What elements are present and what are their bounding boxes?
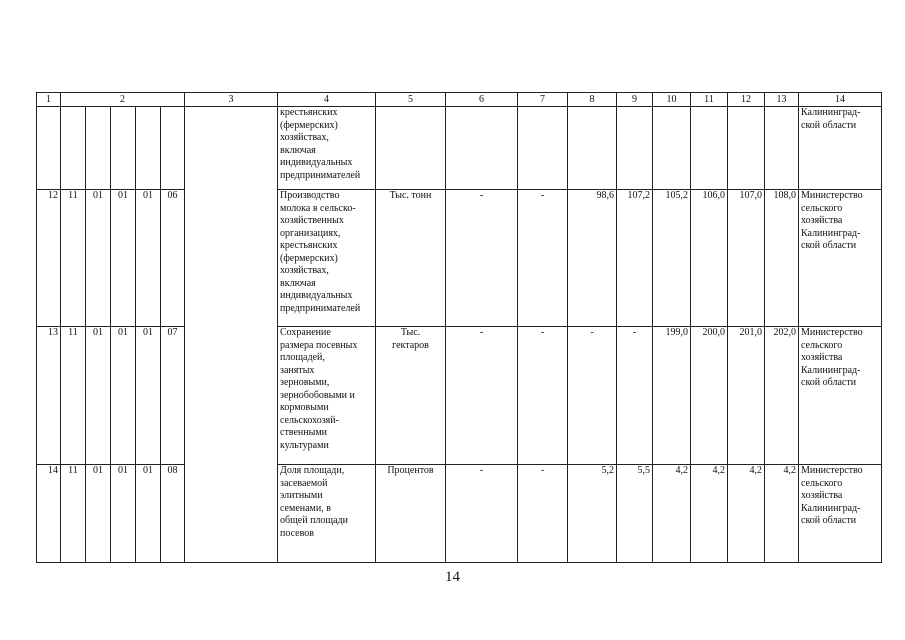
header-cell: 2 xyxy=(61,93,185,107)
value-cell-col8: - xyxy=(568,327,617,465)
header-cell: 10 xyxy=(653,93,691,107)
indicator-name-cell xyxy=(278,327,376,465)
table-row-14 xyxy=(37,465,882,563)
value-cell-col11: 200,0 xyxy=(691,327,728,465)
indicator-name-line: кормовыми xyxy=(280,402,329,413)
value-cell xyxy=(765,107,799,190)
header-row xyxy=(37,93,882,107)
value-cell-col9: - xyxy=(617,327,653,465)
value-cell xyxy=(446,107,518,190)
code-cell: 01 xyxy=(136,327,161,465)
value-cell xyxy=(653,107,691,190)
code-cell: 06 xyxy=(161,190,185,327)
unit-line: Тыс. xyxy=(400,327,421,338)
table-row-13 xyxy=(37,327,882,465)
responsible-line: ской области xyxy=(801,515,857,526)
indicator-name-line: (фермерских) xyxy=(280,252,338,264)
code-cell xyxy=(161,107,185,190)
responsible-line: хозяйства xyxy=(801,352,843,363)
responsible-line: ской области xyxy=(801,240,857,251)
value-cell-col7: - xyxy=(518,190,568,327)
indicator-name-line: занятых xyxy=(280,364,315,376)
code-cell xyxy=(86,107,111,190)
value-cell-col10: 199,0 xyxy=(653,327,691,465)
indicator-name-line: (фермерских) xyxy=(280,119,338,131)
row-number-cell: 13 xyxy=(37,327,61,465)
value-cell-col6: - xyxy=(446,327,518,465)
unit-cell xyxy=(376,465,446,563)
indicator-name-line: предпринимателей xyxy=(280,302,361,314)
value-cell-col13: 4,2 xyxy=(765,465,799,563)
responsible-line: сельского xyxy=(801,202,843,214)
code-cell: 01 xyxy=(86,465,111,563)
responsible-line: Калининград- xyxy=(801,364,861,376)
code-cell xyxy=(111,107,136,190)
code-cell: 11 xyxy=(61,190,86,327)
responsible-line: Министерство xyxy=(801,190,863,201)
indicator-name-line: индивидуальных xyxy=(280,157,353,168)
code-cell xyxy=(61,107,86,190)
page-number: 14 xyxy=(445,569,460,585)
unit-line: Тыс. тонн xyxy=(389,190,432,201)
indicator-name-line: предпринимателей xyxy=(280,169,361,181)
value-cell-col10: 105,2 xyxy=(653,190,691,327)
value-cell-col8: 98,6 xyxy=(568,190,617,327)
indicator-name-line: зерновыми, xyxy=(280,377,330,388)
value-cell xyxy=(617,107,653,190)
code-cell: 01 xyxy=(136,465,161,563)
responsible-line: хозяйства xyxy=(801,215,843,226)
indicator-name-line: Сохранение xyxy=(280,327,331,338)
code-cell: 01 xyxy=(111,327,136,465)
indicator-name-line: ственными xyxy=(280,427,328,438)
indicator-name-line: площадей, xyxy=(280,352,325,363)
code-cell: 07 xyxy=(161,327,185,465)
indicator-name-line: посевов xyxy=(280,527,314,539)
value-cell-col10: 4,2 xyxy=(653,465,691,563)
indicator-name-line: крестьянских xyxy=(280,240,338,251)
indicator-name-line: элитными xyxy=(280,490,323,501)
header-cell: 5 xyxy=(376,93,446,107)
unit-cell xyxy=(376,190,446,327)
indicator-name-line: Производство xyxy=(280,190,340,201)
unit-line: Процентов xyxy=(387,465,434,476)
indicator-name-line: включая xyxy=(280,277,316,289)
indicator-name-line: культурами xyxy=(280,439,329,451)
table-row-continuation xyxy=(37,107,882,190)
code-cell: 01 xyxy=(86,327,111,465)
table-row-12 xyxy=(37,190,882,327)
code-cell: 11 xyxy=(61,327,86,465)
unit-cell xyxy=(376,107,446,190)
value-cell-col13: 202,0 xyxy=(765,327,799,465)
code-cell: 11 xyxy=(61,465,86,563)
code-cell: 01 xyxy=(111,465,136,563)
value-cell-col12: 107,0 xyxy=(728,190,765,327)
indicator-name-line: засеваемой xyxy=(280,477,328,489)
header-cell: 8 xyxy=(568,93,617,107)
indicators-table xyxy=(36,92,882,563)
indicator-name-line: Доля площади, xyxy=(280,465,345,476)
value-cell xyxy=(518,107,568,190)
indicator-name-line: молока в сельско- xyxy=(280,202,356,214)
responsible-cell xyxy=(799,327,882,465)
header-cell: 12 xyxy=(728,93,765,107)
header-cell: 6 xyxy=(446,93,518,107)
indicator-name-line: организациях, xyxy=(280,227,341,239)
indicator-name-line: зернобобовыми и xyxy=(280,389,355,401)
row-number-cell: 14 xyxy=(37,465,61,563)
indicator-name-line: хозяйственных xyxy=(280,215,344,226)
value-cell-col9: 5,5 xyxy=(617,465,653,563)
responsible-line: Калининград- xyxy=(801,227,861,239)
responsible-line: ской области xyxy=(801,377,857,388)
indicator-name-line: включая xyxy=(280,144,316,156)
responsible-cell xyxy=(799,465,882,563)
responsible-cell xyxy=(799,190,882,327)
value-cell-col8: 5,2 xyxy=(568,465,617,563)
responsible-line: Калининград- xyxy=(801,502,861,514)
value-cell xyxy=(728,107,765,190)
indicator-name-line: хозяйствах, xyxy=(280,132,329,143)
responsible-line: сельского xyxy=(801,339,843,351)
code-cell xyxy=(136,107,161,190)
header-cell: 9 xyxy=(617,93,653,107)
row-number-cell xyxy=(37,107,61,190)
indicator-name-cell xyxy=(278,190,376,327)
header-cell: 3 xyxy=(185,93,278,107)
indicator-name-line: сельскохозяй- xyxy=(280,414,339,426)
indicator-name-cell xyxy=(278,465,376,563)
value-cell-col9: 107,2 xyxy=(617,190,653,327)
value-cell-col7: - xyxy=(518,465,568,563)
value-cell xyxy=(691,107,728,190)
indicator-name-line: семенами, в xyxy=(280,502,331,514)
unit-cell xyxy=(376,327,446,465)
header-cell: 7 xyxy=(518,93,568,107)
responsible-line: Министерство xyxy=(801,465,863,476)
program-cell xyxy=(185,107,278,563)
indicator-name-cell xyxy=(278,107,376,190)
indicator-name-line: крестьянских xyxy=(280,107,338,118)
unit-line: гектаров xyxy=(392,339,429,351)
indicator-name-line: общей площади xyxy=(280,515,348,526)
code-cell: 08 xyxy=(161,465,185,563)
row-number-cell: 12 xyxy=(37,190,61,327)
header-cell: 1 xyxy=(37,93,61,107)
value-cell-col13: 108,0 xyxy=(765,190,799,327)
header-cell: 14 xyxy=(799,93,882,107)
value-cell-col12: 4,2 xyxy=(728,465,765,563)
value-cell-col6: - xyxy=(446,190,518,327)
value-cell-col11: 4,2 xyxy=(691,465,728,563)
responsible-line: Министерство xyxy=(801,327,863,338)
responsible-line: ской области xyxy=(801,119,857,131)
header-cell: 11 xyxy=(691,93,728,107)
code-cell: 01 xyxy=(136,190,161,327)
value-cell-col6: - xyxy=(446,465,518,563)
indicator-name-line: хозяйствах, xyxy=(280,265,329,276)
responsible-line: хозяйства xyxy=(801,490,843,501)
value-cell-col11: 106,0 xyxy=(691,190,728,327)
header-cell: 4 xyxy=(278,93,376,107)
value-cell-col12: 201,0 xyxy=(728,327,765,465)
indicator-name-line: размера посевных xyxy=(280,339,358,351)
value-cell-col7: - xyxy=(518,327,568,465)
code-cell: 01 xyxy=(111,190,136,327)
header-cell: 13 xyxy=(765,93,799,107)
responsible-line: сельского xyxy=(801,477,843,489)
responsible-cell xyxy=(799,107,882,190)
indicator-name-line: индивидуальных xyxy=(280,290,353,301)
responsible-line: Калининград- xyxy=(801,107,861,118)
value-cell xyxy=(568,107,617,190)
code-cell: 01 xyxy=(86,190,111,327)
